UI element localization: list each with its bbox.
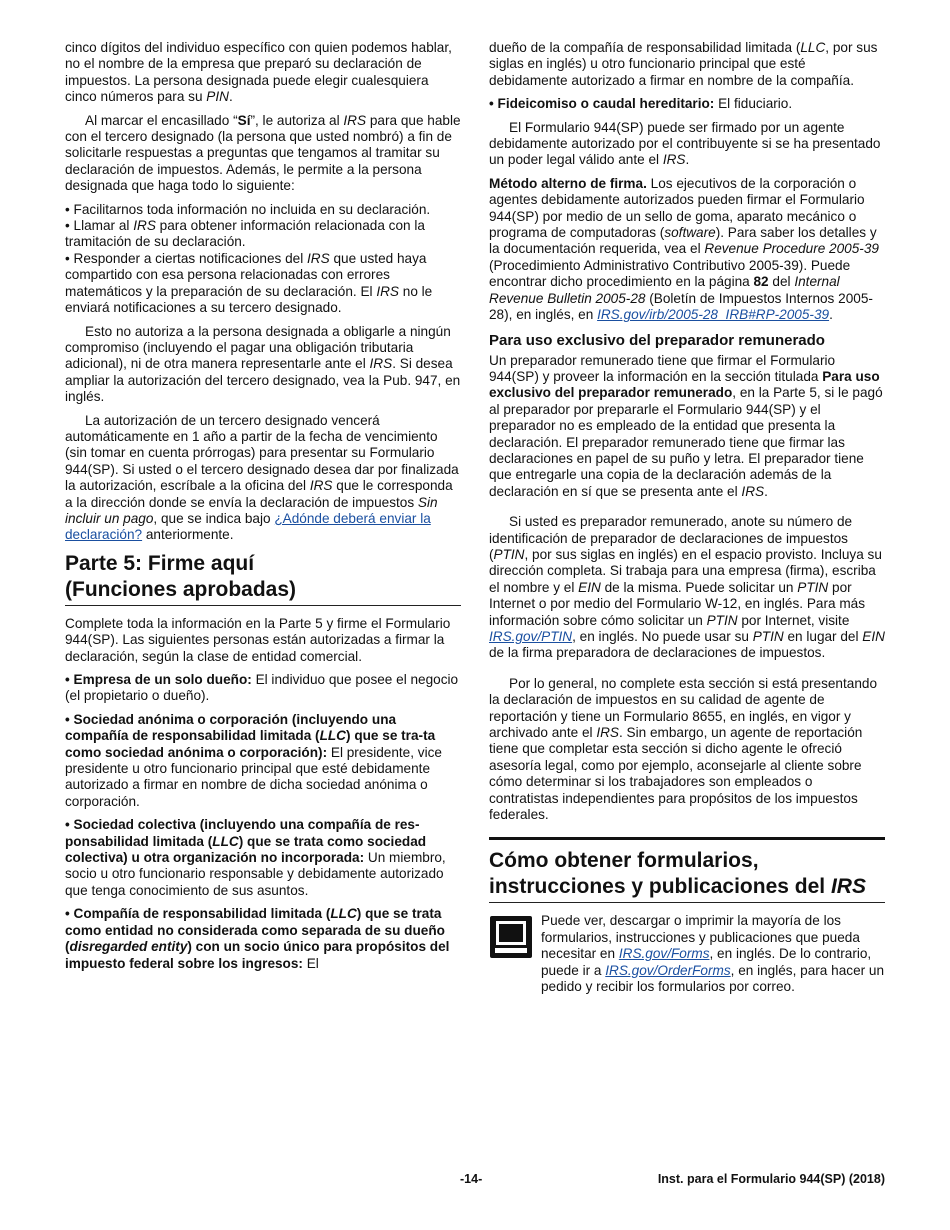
text: del bbox=[768, 274, 795, 290]
paragraph-expiration bbox=[65, 413, 461, 544]
text: . bbox=[228, 89, 233, 105]
text-irb: Internal Revenue Bulletin 2005-28 bbox=[489, 274, 840, 306]
text: • Compañía de responsabilidad limitada ( bbox=[65, 906, 331, 922]
page-number: -14- bbox=[460, 1172, 483, 1186]
heading-irs: IRS bbox=[830, 875, 866, 899]
text-irs: IRS bbox=[307, 250, 330, 266]
paragraph-pin bbox=[65, 40, 461, 106]
forms-link[interactable]: IRS.gov/Forms bbox=[618, 946, 710, 962]
paragraph-authorization bbox=[65, 113, 461, 195]
text-ptin: PTIN bbox=[493, 546, 525, 562]
text: , en inglés. No puede usar su bbox=[572, 629, 753, 644]
text: por Internet, visite bbox=[737, 612, 850, 628]
text-irs: IRS bbox=[596, 725, 619, 741]
entity-partnership bbox=[65, 817, 461, 899]
text: • Sociedad colectiva (incluyendo una compañía de res-ponsabilidad limitada ( bbox=[65, 817, 420, 849]
text: • Llamar al bbox=[65, 218, 134, 234]
paragraph-agent bbox=[489, 120, 885, 169]
paragraph-forms bbox=[541, 913, 885, 995]
text-bold: Para uso exclusivo del preparador remunerado bbox=[489, 368, 880, 401]
heading-line: instrucciones y publicaciones del bbox=[489, 875, 831, 899]
text-page: 82 bbox=[753, 274, 769, 290]
ptin-link[interactable]: IRS.gov/PTIN bbox=[489, 629, 573, 644]
section-heading-parte-5 bbox=[65, 551, 461, 606]
right-column bbox=[489, 40, 885, 1003]
text: . bbox=[829, 307, 833, 323]
text-llc: LLC bbox=[330, 906, 357, 922]
text: de la firma preparadora de declaraciones de impuestos. bbox=[489, 645, 826, 661]
text: , que se indica bajo bbox=[153, 510, 275, 526]
text-pin: PIN bbox=[206, 89, 229, 105]
paragraph-ptin bbox=[489, 514, 885, 662]
text: , en inglés, para hacer un pedido y recibir los formularios por correo. bbox=[541, 962, 885, 995]
text-bold: Método alterno de firma. bbox=[489, 175, 647, 191]
irb-link[interactable]: IRS.gov/irb/2005-28_IRB#RP-2005-39 bbox=[597, 307, 830, 323]
text: El bbox=[302, 955, 319, 971]
text: ) que se trata como sociedad colectiva) u otra organización no incorporada: bbox=[65, 833, 427, 866]
list-item bbox=[65, 251, 461, 317]
text: Si usted es preparador remunerado, anote su número de identificación de preparador de declaraciones de impuestos ( bbox=[489, 514, 853, 562]
text: para obtener información relacionada con la tramitación de su declaración. bbox=[65, 218, 425, 250]
text-irs: IRS bbox=[662, 152, 686, 168]
computer-icon bbox=[489, 915, 533, 959]
text: en lugar del bbox=[783, 629, 863, 644]
text: Un preparador remunerado tiene que firmar el Formulario 944(SP) y proveer la información en la sección titulada bbox=[489, 352, 836, 384]
text-irs: IRS bbox=[376, 283, 399, 299]
text: ). Para saber los detalles y la documentación requerida, vea el bbox=[489, 225, 877, 257]
heading-line: Parte 5: Firme aquí bbox=[65, 551, 255, 575]
text: , en la Parte 5, si le pagó al preparador por prepararle el Formulario 944(SP) y el preparador no es empleado de la entidad que presenta la declaración. El preparador remunerado tiene que firmar las declaraciones en papel de su puño y letra. El preparador tiene que entregarle una copia de la declaración además de la declaración en sí que se presenta ante el bbox=[489, 385, 883, 499]
text-si: Sí bbox=[237, 112, 251, 128]
text: . Sin embargo, un agente de reportación tiene que completar esta sección si dicho agente le ofreció asesoría legal, como por ejemplo, aconsejarle al cliente sobre cómo determinar si los trabajadores son empleados o contratistas independientes para propósitos de los impuestos federales. bbox=[489, 725, 863, 823]
text-llc: LLC bbox=[212, 833, 239, 849]
text: ) que se trata como entidad no considerada como separada de su dueño ( bbox=[65, 906, 445, 955]
text-ein: EIN bbox=[862, 629, 885, 644]
paragraph-limits bbox=[65, 324, 461, 406]
entity-sole-proprietor bbox=[65, 672, 461, 705]
paragraph-paid-preparer bbox=[489, 353, 885, 501]
text-ptin: PTIN bbox=[797, 579, 829, 595]
paragraph-llc-owner bbox=[489, 40, 885, 89]
text-disregarded: disregarded entity bbox=[69, 939, 188, 955]
text: Los ejecutivos de la corporación o agentes debidamente autorizados pueden firmar el Formulario 944(SP) por medio de un sello de goma, aparato mecánico o programa de computadoras ( bbox=[489, 175, 865, 241]
text-rev-proc: Revenue Procedure 2005-39 bbox=[704, 241, 879, 257]
paragraph-reporting-agent bbox=[489, 676, 885, 824]
heading-line: (Funciones aprobadas) bbox=[65, 577, 297, 601]
text-irs: IRS bbox=[343, 112, 367, 128]
text: La autorización de un tercero designado vencerá automáticamente en 1 año a partir de la fecha de vencimiento (sin tomar en cuenta prórrogas) para presentar su Formulario 944(SP). Si usted o el tercero designado desea dar por finalizada la autorización, escríbale a la oficina del bbox=[65, 412, 459, 494]
left-column bbox=[65, 40, 461, 979]
text: Puede ver, descargar o imprimir la mayoría de los formularios, instrucciones y publicaciones que pueda necesitar en bbox=[541, 913, 860, 962]
text: , por sus siglas en inglés) u otro funcionario principal que esté debidamente autorizado a firmar en nombre de la compañía. bbox=[489, 40, 878, 88]
text: Por lo general, no complete esta sección si está presentando la declaración de impuestos en su calidad de agente de reportación y tiene un Formulario 8655, en inglés, en vigor y archivado ante el bbox=[489, 675, 878, 741]
list-item bbox=[65, 218, 461, 251]
text: El presidente, vice presidente u otro funcionario principal que esté debidamente autorizado a firmar en nombre de dicha sociedad anónima o corporación. bbox=[65, 744, 442, 809]
text: ) con un socio único para propósitos del impuesto federal sobre los ingresos: bbox=[65, 939, 450, 971]
text: por Internet o por medio del Formulario W-12, en inglés. Para más información sobre cómo solicitar un bbox=[489, 579, 866, 628]
entity-trust bbox=[489, 96, 885, 112]
text: para que hable con el tercero designado (la persona que usted nombró) a fin de solicitarle respuestas a preguntas que tengamos al tramitar su declaración de impuestos. Además, le permite a la persona designada que haga todo lo siguiente: bbox=[65, 112, 461, 194]
text-bold: • Empresa de un solo dueño: bbox=[65, 672, 252, 687]
text: Al marcar el encasillado “ bbox=[85, 112, 238, 128]
text: El individuo que posee el negocio (el propietario o dueño). bbox=[65, 672, 459, 704]
text: Esto no autoriza a la persona designada a obligarle a ningún compromiso (incluyendo el pagar una obligación tributaria adicional), ni de otra manera representarle ante el bbox=[65, 323, 451, 372]
text: ) que se tra-ta como sociedad anónima o corporación): bbox=[65, 728, 436, 760]
text-irs: IRS bbox=[369, 356, 393, 372]
order-forms-link[interactable]: IRS.gov/OrderForms bbox=[605, 962, 731, 978]
text: , por sus siglas en inglés) en el espacio provisto. Incluya su dirección completa. Si trabaja para una empresa (firma), escriba el nombre y el bbox=[489, 546, 882, 595]
text: . bbox=[685, 152, 690, 168]
text: (Procedimiento Administrativo Contributivo 2005-39). Puede encontrar dicho procedimiento en la página bbox=[489, 257, 851, 290]
paragraph-parte5-intro: Complete toda la información en la Parte 5 y firme el Formulario 944(SP). Las siguientes personas están autorizadas a firmar la declaración, según la clase de entidad comercial. bbox=[65, 615, 451, 664]
text: . bbox=[764, 483, 768, 499]
text: anteriormente. bbox=[142, 527, 234, 543]
text-irs: IRS bbox=[133, 218, 156, 234]
text: • Sociedad anónima o corporación (incluyendo una compañía de responsabilidad limitada ( bbox=[65, 711, 397, 744]
entity-corporation bbox=[65, 712, 461, 810]
document-title: Inst. para el Formulario 944(SP) (2018) bbox=[657, 1172, 885, 1186]
where-to-file-link[interactable]: ¿Adónde deberá enviar la declaración? bbox=[65, 510, 431, 543]
text: El Formulario 944(SP) puede ser firmado por un agente debidamente autorizado por el contribuyente si se ha presentado un poder legal válido ante el bbox=[489, 119, 881, 168]
text-ein: EIN bbox=[578, 579, 601, 595]
text-irs: IRS bbox=[309, 478, 333, 494]
section-heading-paid-preparer: Para uso exclusivo del preparador remunerado bbox=[489, 331, 825, 349]
text-irs: IRS bbox=[741, 483, 765, 499]
text: (Boletín de Impuestos Internos 2005-28), en inglés, en bbox=[489, 290, 873, 323]
text: que le corresponda a la dirección donde se envía la declaración de impuestos bbox=[65, 478, 453, 510]
text: ”, le autoriza al bbox=[250, 112, 344, 128]
bullet-list bbox=[65, 202, 461, 317]
text-bold: • Fideicomiso o caudal hereditario: bbox=[489, 96, 715, 112]
text: dueño de la compañía de responsabilidad limitada ( bbox=[489, 40, 801, 55]
text: • Responder a ciertas notificaciones del bbox=[65, 250, 308, 266]
text: no le enviará notificaciones a su tercero designado. bbox=[65, 283, 433, 316]
section-heading-how-to-get-forms bbox=[489, 837, 885, 903]
text: Sin incluir un pago bbox=[65, 494, 438, 526]
forms-info-block bbox=[489, 913, 885, 995]
text: de la misma. Puede solicitar un bbox=[600, 579, 798, 595]
text: Un miembro, socio u otro funcionario responsable y debidamente autorizado que tenga conocimiento de sus asuntos. bbox=[65, 850, 446, 898]
text: cinco dígitos del individuo específico con quien podemos hablar, no el nombre de la empresa que preparó su declaración de impuestos. La persona designada puede elegir cualesquiera cinco números para su bbox=[65, 40, 452, 105]
text: El fiduciario. bbox=[714, 96, 793, 112]
paragraph-alternative-signature bbox=[489, 176, 885, 324]
entity-single-member-llc bbox=[65, 906, 461, 972]
text: que usted haya compartido con esa persona relacionadas con errores matemáticos y la preparación de su declaración. El bbox=[65, 250, 427, 299]
text: , en inglés. De lo contrario, puede ir a bbox=[541, 946, 872, 978]
list-item: • Facilitarnos toda información no incluida en su declaración. bbox=[65, 201, 431, 217]
text-ptin: PTIN bbox=[706, 612, 738, 628]
text: . Si desea ampliar la autorización del tercero designado, vea la Pub. 947, en inglés. bbox=[65, 356, 461, 405]
text-llc: LLC bbox=[319, 728, 347, 744]
text-software: software bbox=[664, 225, 716, 241]
heading-line: Cómo obtener formularios, bbox=[489, 849, 759, 873]
text-llc: LLC bbox=[800, 40, 826, 55]
text-ptin: PTIN bbox=[752, 629, 784, 644]
text-bold bbox=[65, 906, 449, 970]
